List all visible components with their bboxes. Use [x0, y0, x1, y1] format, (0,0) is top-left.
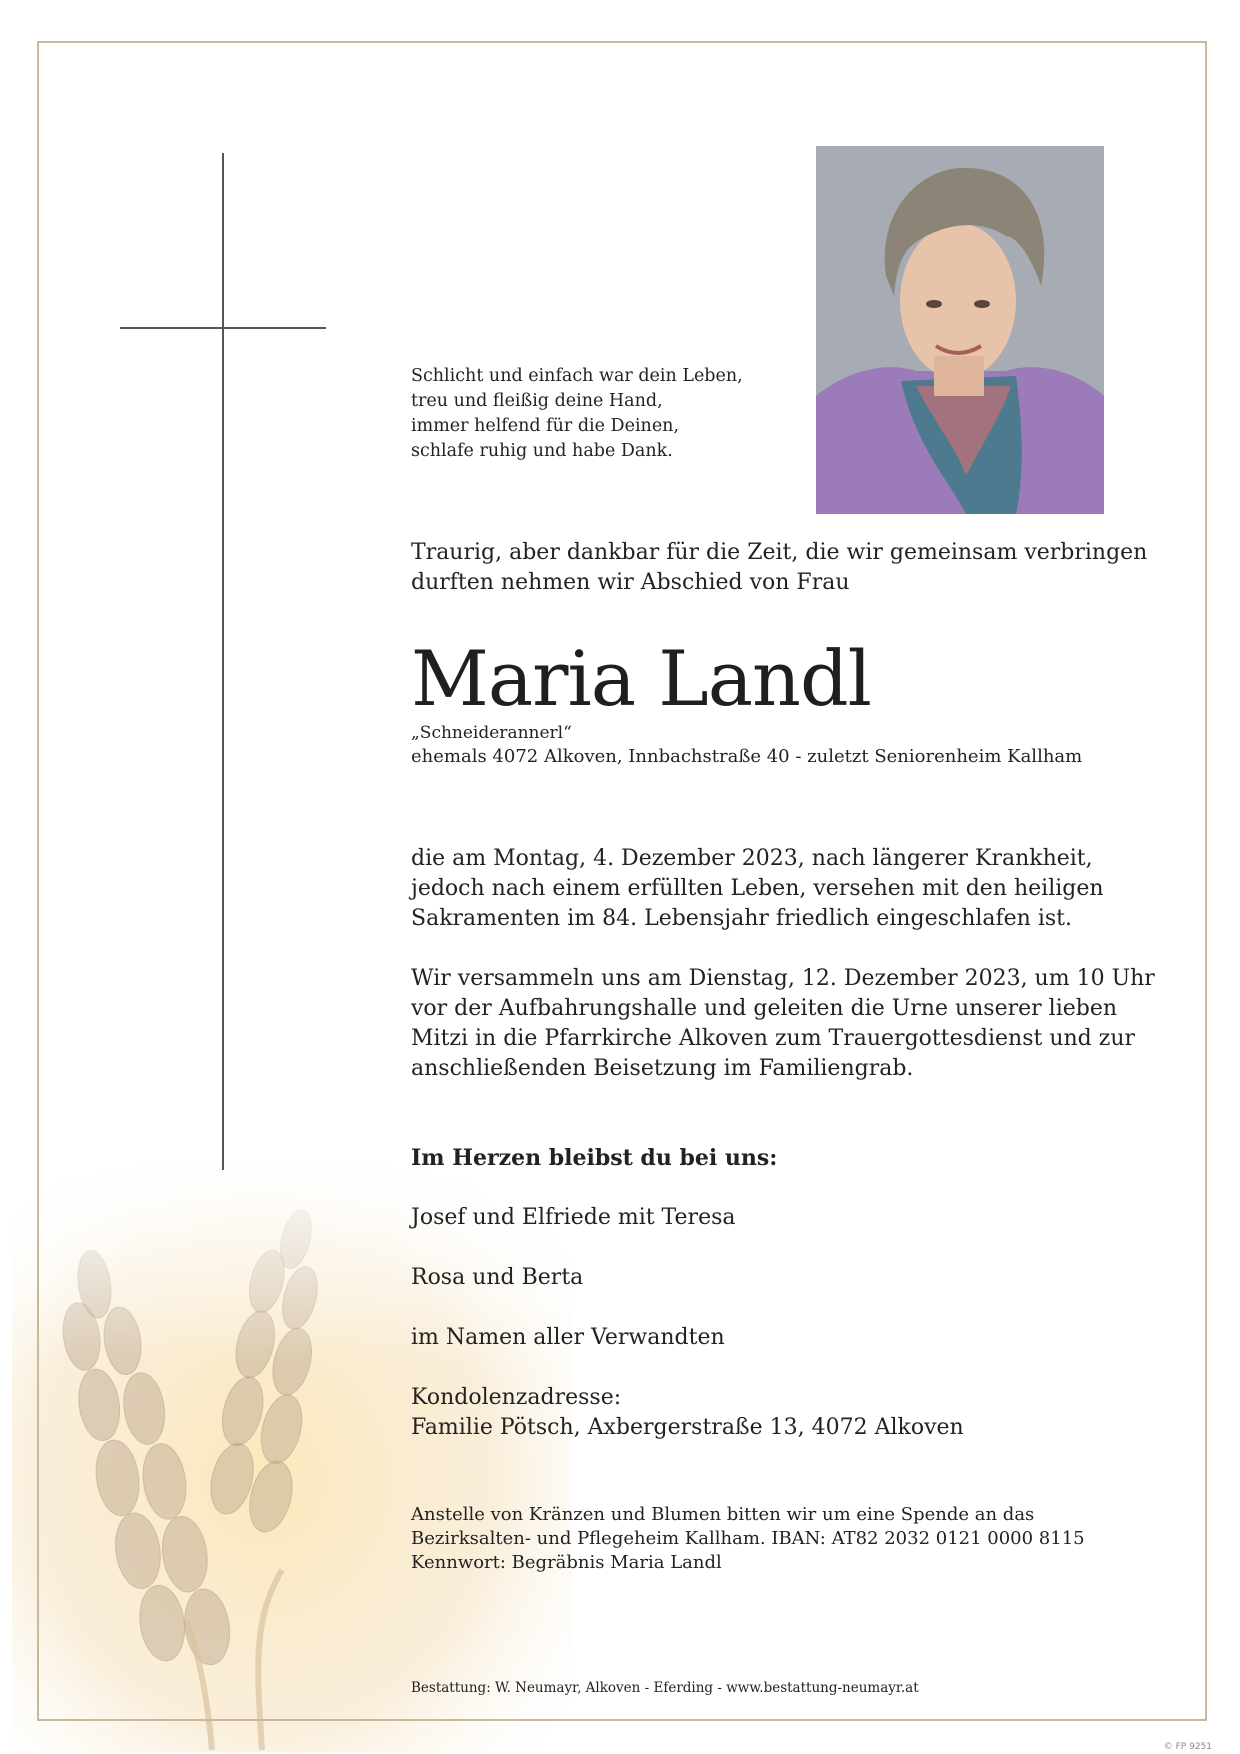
poem-line: treu und fleißig deine Hand,	[411, 391, 663, 411]
paragraph-line: anschließenden Beisetzung im Familiengrab.	[411, 1056, 914, 1081]
ceremony-paragraph	[411, 964, 1155, 1084]
poem	[411, 364, 743, 464]
nickname: „Schneiderannerl“	[411, 723, 572, 743]
poem-line: Schlicht und einfach war dein Leben,	[411, 366, 743, 386]
condolence-label: Kondolenzadresse:	[411, 1385, 622, 1410]
donation-line: Kennwort: Begräbnis Maria Landl	[411, 1552, 722, 1573]
paragraph-line: die am Montag, 4. Dezember 2023, nach längerer Krankheit,	[411, 846, 1093, 871]
donation-line: Bezirksalten- und Pflegeheim Kallham. IBAN: AT82 2032 0121 0000 8115	[411, 1528, 1085, 1549]
paragraph-line: vor der Aufbahrungshalle und geleiten die Urne unserer lieben	[411, 996, 1118, 1021]
portrait-photo	[816, 146, 1104, 514]
heart-heading: Im Herzen bleibst du bei uns:	[411, 1145, 778, 1171]
family-line: Josef und Elfriede mit Teresa	[411, 1205, 736, 1230]
deceased-name: Maria Landl	[411, 634, 871, 723]
paragraph-line: Wir versammeln uns am Dienstag, 12. Dezember 2023, um 10 Uhr	[411, 966, 1155, 991]
intro-line: durften nehmen wir Abschied von Frau	[411, 570, 850, 595]
paragraph-line: jedoch nach einem erfüllten Leben, versehen mit den heiligen	[411, 876, 1104, 901]
death-paragraph	[411, 844, 1104, 934]
condolence-block	[411, 1383, 964, 1443]
funeral-home-footer: Bestattung: W. Neumayr, Alkoven - Eferding - www.bestattung-neumayr.at	[411, 1680, 919, 1696]
cross-vertical-bar	[222, 153, 224, 1170]
condolence-address: Familie Pötsch, Axbergerstraße 13, 4072 Alkoven	[411, 1415, 964, 1440]
family-line: Rosa und Berta	[411, 1265, 584, 1290]
donation-note	[411, 1503, 1085, 1575]
poem-line: immer helfend für die Deinen,	[411, 416, 680, 436]
cross-horizontal-bar	[120, 327, 326, 329]
donation-line: Anstelle von Kränzen und Blumen bitten wir um eine Spende an das	[411, 1504, 1035, 1525]
paragraph-line: Mitzi in die Pfarrkirche Alkoven zum Trauergottesdienst und zur	[411, 1026, 1136, 1051]
family-line: im Namen aller Verwandten	[411, 1325, 725, 1350]
document-code: © FP 9251	[1163, 1742, 1212, 1752]
poem-line: schlafe ruhig und habe Dank.	[411, 441, 673, 461]
paragraph-line: Sakramenten im 84. Lebensjahr friedlich eingeschlafen ist.	[411, 906, 1072, 931]
intro-text	[411, 538, 1147, 598]
address-line: ehemals 4072 Alkoven, Innbachstraße 40 - zuletzt Seniorenheim Kallham	[411, 746, 1083, 767]
intro-line: Traurig, aber dankbar für die Zeit, die wir gemeinsam verbringen	[411, 540, 1148, 565]
